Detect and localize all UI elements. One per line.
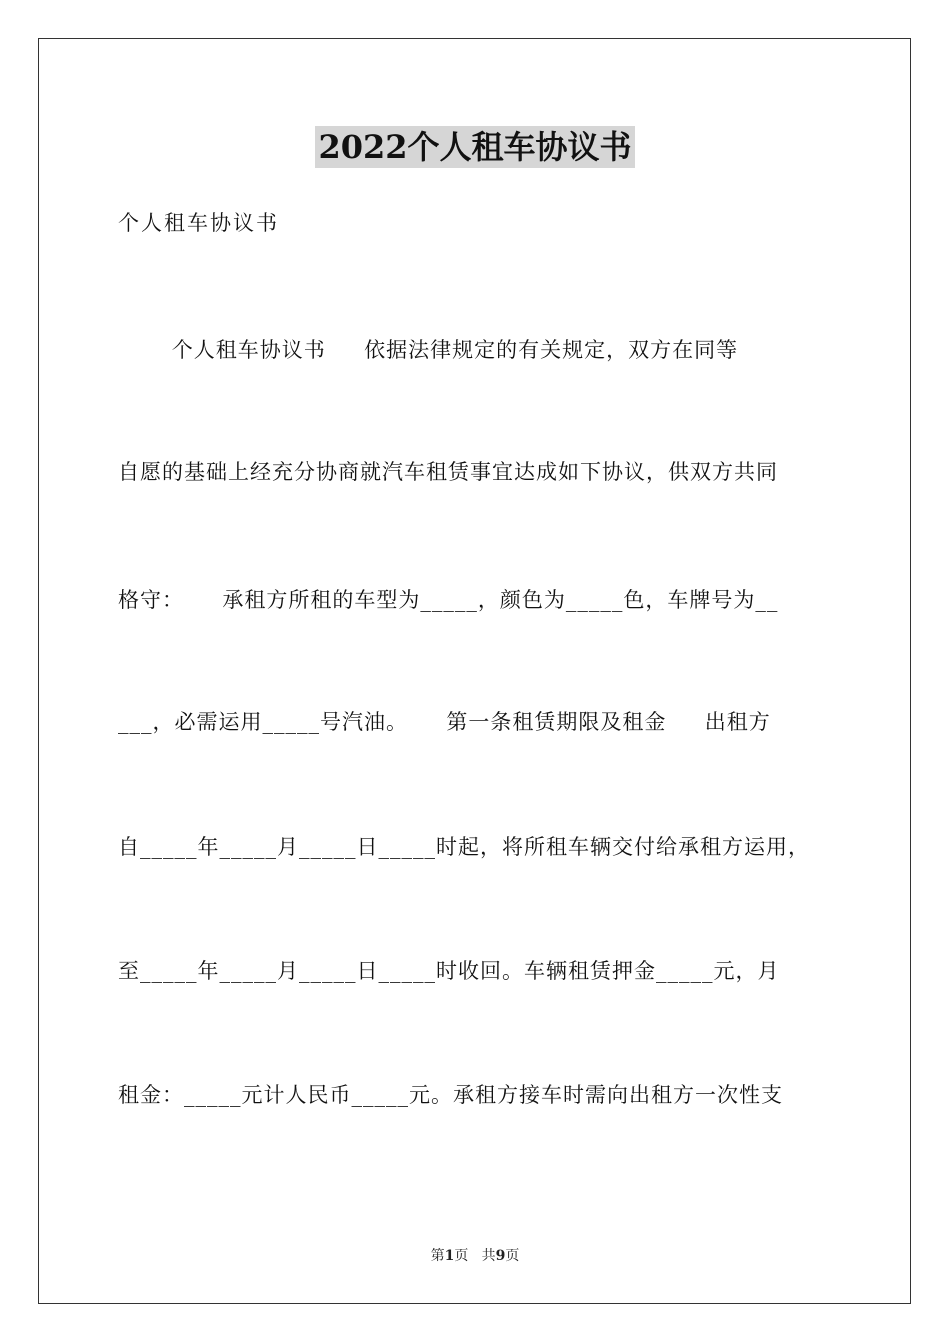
document-title: 2022个人租车协议书 [315, 126, 634, 168]
body-line: 自_____年_____月_____日_____时起，将所租车辆交付给承租方运用， [118, 835, 810, 859]
body-line: ___，必需运用_____号汽油。 第一条租赁期限及租金 出租方 [118, 710, 771, 734]
page-footer [0, 1247, 950, 1265]
footer-page-prefix: 第 [430, 1248, 445, 1264]
body-line: 至_____年_____月_____日_____时收回。车辆租赁押金_____元，月 [118, 959, 780, 983]
title-wrap [0, 126, 950, 168]
body-line: 个人租车协议书 依据法律规定的有关规定，双方在同等 [118, 338, 739, 362]
footer-page-suffix: 页 [505, 1248, 520, 1264]
body-line: 自愿的基础上经充分协商就汽车租赁事宜达成如下协议，供双方共同 [118, 460, 778, 484]
footer-page-total: 9 [495, 1248, 506, 1264]
document-subtitle: 个人租车协议书 [118, 211, 279, 235]
footer-page-current: 1 [444, 1248, 455, 1264]
body-line: 格守： 承租方所租的车型为_____，颜色为_____色，车牌号为__ [118, 588, 779, 612]
footer-page-mid: 页 共 [454, 1248, 496, 1264]
body-line: 租金：_____元计人民币_____元。承租方接车时需向出租方一次性支 [118, 1083, 783, 1107]
